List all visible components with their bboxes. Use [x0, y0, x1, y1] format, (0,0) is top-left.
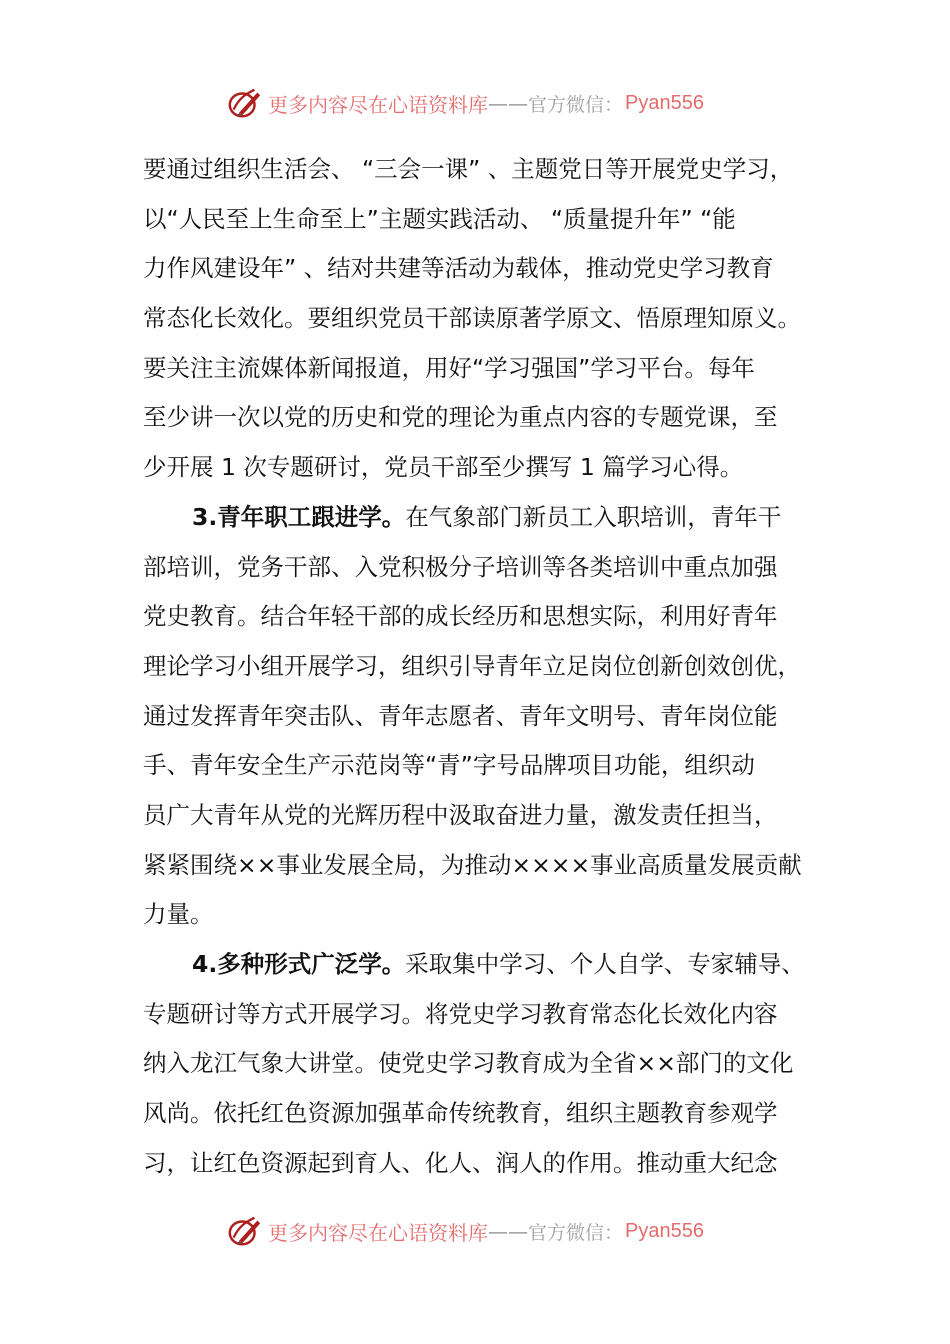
text-line: 力量。	[143, 900, 214, 929]
text-line: 至少讲一次以党的历史和党的理论为重点内容的专题党课，至	[143, 403, 778, 432]
watermark-label: 官方微信：	[528, 93, 624, 116]
text-line: 部培训，党务干部、入党积极分子培训等各类培训中重点加强	[143, 552, 778, 581]
watermark-wechat-id: Pyan556	[625, 1219, 704, 1242]
watermark-label: 官方微信：	[528, 1221, 624, 1244]
watermark-separator: ——	[488, 91, 528, 115]
text-line: 要关注主流媒体新闻报道，用好“学习强国”学习平台。每年	[143, 353, 755, 382]
section-heading-youth: 3.青年职工跟进学。	[192, 502, 406, 531]
text-line: 员广大青年从党的光辉历程中汲取奋进力量，激发责任担当，	[143, 800, 778, 829]
paragraph-start	[143, 493, 808, 543]
section-heading-forms: 4.多种形式广泛学。	[192, 950, 406, 978]
text-line: 理论学习小组开展学习，组织引导青年立足岗位创新创效创优，	[143, 651, 801, 680]
text-line: 风尚。依托红色资源加强革命传统教育，组织主题教育参观学	[143, 1099, 778, 1128]
watermark-text: 更多内容尽在心语资料库	[268, 1220, 488, 1245]
text-run: 采取集中学习、个人自学、专家辅导、	[405, 950, 805, 978]
watermark-separator: ——	[488, 1219, 528, 1243]
text-line: 纳入龙江气象大讲堂。使党史学习教育成为全省××部门的文化	[143, 1049, 794, 1078]
text-line: 常态化长效化。要组织党员干部读原著学原文、悟原理知原义。	[143, 304, 801, 333]
header-watermark	[226, 83, 704, 123]
pen-signature-logo-icon	[226, 1212, 264, 1250]
watermark-wechat-id: Pyan556	[625, 91, 704, 114]
text-line: 专题研讨等方式开展学习。将党史学习教育常态化长效化内容	[143, 999, 778, 1028]
pen-signature-logo-icon	[226, 84, 264, 122]
text-line: 要通过组织生活会、 “三会一课” 、主题党日等开展党史学习，	[143, 155, 794, 183]
text-line: 以“人民至上生命至上”主题实践活动、 “质量提升年” “能	[143, 204, 736, 233]
paragraph-start	[143, 940, 808, 990]
text-run: 在气象部门新员工入职培训，青年干	[405, 502, 782, 531]
text-line: 手、青年安全生产示范岗等“青”字号品牌项目功能，组织动	[143, 751, 755, 780]
text-line: 紧紧围绕××事业发展全局，为推动××××事业高质量发展贡献	[143, 850, 802, 879]
text-line: 习，让红色资源起到育人、化人、润人的作用。推动重大纪念	[143, 1148, 778, 1177]
watermark-text: 更多内容尽在心语资料库	[268, 92, 488, 117]
text-line: 力作风建设年” 、结对共建等活动为载体，推动党史学习教育	[143, 254, 774, 283]
text-line: 少开展 1 次专题研讨，党员干部至少撰写 1 篇学习心得。	[143, 453, 744, 482]
document-body	[143, 145, 808, 1188]
footer-watermark	[226, 1211, 704, 1251]
text-line: 党史教育。结合年轻干部的成长经历和思想实际，利用好青年	[143, 602, 778, 631]
text-line: 通过发挥青年突击队、青年志愿者、青年文明号、青年岗位能	[143, 701, 778, 730]
